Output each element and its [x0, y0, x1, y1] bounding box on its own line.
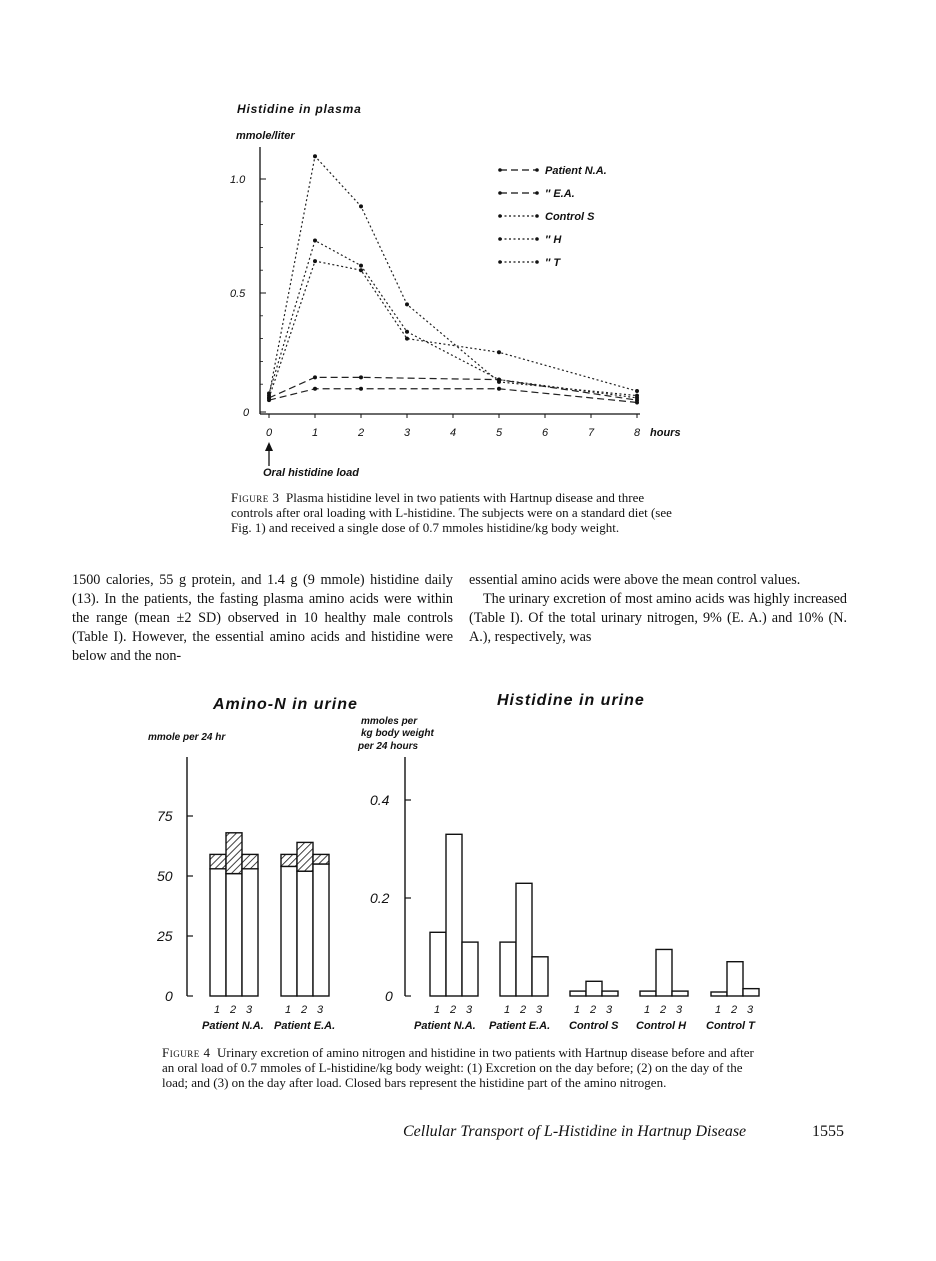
x-tick-label: 0 [266, 427, 273, 439]
x-tick-label: 3 [404, 427, 411, 439]
x-tick-label: 6 [542, 427, 549, 439]
figure4-chart [0, 680, 936, 1040]
figure4-caption-label: Figure 4 [162, 1045, 211, 1060]
legend-marker [535, 260, 539, 264]
histidine-bar [656, 949, 672, 996]
bar-number-label: 3 [536, 1004, 543, 1016]
bar-number-label: 1 [285, 1004, 292, 1016]
page-number: 1555 [812, 1123, 844, 1140]
amino-n-bar [313, 864, 329, 996]
figure3-ylabel: mmole/liter [236, 130, 295, 142]
series-point-3 [405, 302, 409, 306]
histidine-group-label: Control S [569, 1020, 619, 1032]
amino-n-bar [210, 869, 226, 996]
load-annotation: Oral histidine load [263, 467, 359, 479]
histidine-part-bar [281, 854, 297, 866]
bar-number-label: 1 [715, 1004, 722, 1016]
series-point-1 [359, 375, 363, 379]
histidine-bar [516, 883, 532, 996]
series-point-4 [497, 378, 501, 382]
bar-number-label: 2 [520, 1004, 527, 1016]
figure4-caption-text: Urinary excretion of amino nitrogen and histidine in two patients with Hartnup disease before and after an oral load of 0.7 mmoles of L-histidine/kg body weight: (1) Excretion on the day before; (2) on the day of the load; and (3) on the day after load. Closed bars represent the histidine part of the amino nitrogen. [162, 1045, 754, 1090]
y-tick-label: 0 [243, 407, 250, 419]
histidine-bar [672, 991, 688, 996]
amino-n-bar [297, 871, 313, 996]
svg-text:mmoles per: mmoles per [361, 716, 418, 727]
body-right-column [469, 571, 847, 647]
histidine-group-label: Patient N.A. [414, 1020, 476, 1032]
amino-n-group-label: Patient N.A. [202, 1020, 264, 1032]
series-point-1 [313, 375, 317, 379]
histidine-bar [602, 991, 618, 996]
legend-label: Patient N.A. [545, 165, 607, 177]
bar-number-label: 2 [731, 1004, 738, 1016]
legend-marker [498, 237, 502, 241]
amino-n-group-label: Patient E.A. [274, 1020, 336, 1032]
series-point-5 [497, 350, 501, 354]
histidine-bar [570, 991, 586, 996]
series-point-4 [635, 396, 639, 400]
body-right-paragraph-1: essential amino acids were above the mean control values. [469, 572, 801, 588]
series-point-4 [313, 239, 317, 243]
figure3-caption-text: Plasma histidine level in two patients with Hartnup disease and three controls after oral loading with L-histidine. The subjects were on a standard diet (see Fig. 1) and received a single dose of 0.7 mmoles histidine/kg body weight. [231, 490, 672, 535]
histidine-group-label: Control H [636, 1020, 687, 1032]
series-point-3 [359, 204, 363, 208]
x-tick-label: 5 [496, 427, 503, 439]
series-point-2 [635, 400, 639, 404]
series-line-4 [269, 241, 637, 398]
bar-number-label: 1 [504, 1004, 511, 1016]
histidine-part-bar [313, 854, 329, 864]
amino-n-title: Amino-N in urine [213, 696, 358, 713]
histidine-bar [727, 962, 743, 996]
x-tick-label: 2 [358, 427, 365, 439]
bar-number-label: 3 [606, 1004, 613, 1016]
histidine-group-label: Patient E.A. [489, 1020, 551, 1032]
histidine-part-bar [242, 854, 258, 868]
x-tick-label: 4 [450, 427, 457, 439]
svg-text:per 24 hours: per 24 hours [358, 741, 419, 752]
figure3-chart [0, 0, 936, 490]
legend-marker [535, 191, 539, 195]
x-tick-label: 8 [634, 427, 641, 439]
amino-n-y-tick-label: 0 [165, 988, 173, 1004]
x-tick-label: 7 [588, 427, 595, 439]
figure3-caption-label: Figure 3 [231, 490, 280, 505]
bar-number-label: 1 [214, 1004, 221, 1016]
histidine-y-tick-label: 0.2 [370, 890, 390, 906]
series-point-4 [359, 264, 363, 268]
series-point-5 [405, 337, 409, 341]
histidine-bar [586, 981, 602, 996]
series-point-2 [497, 387, 501, 391]
histidine-y-tick-label: 0 [385, 988, 393, 1004]
legend-marker [498, 214, 502, 218]
bar-number-label: 1 [644, 1004, 651, 1016]
bar-number-label: 2 [450, 1004, 457, 1016]
histidine-bar [446, 834, 462, 996]
series-point-4 [405, 330, 409, 334]
histidine-bar [640, 991, 656, 996]
amino-n-y-tick-label: 50 [157, 868, 173, 884]
amino-n-ylabel: mmole per 24 hr [148, 732, 226, 743]
bar-number-label: 3 [317, 1004, 324, 1016]
bar-number-label: 1 [434, 1004, 441, 1016]
series-point-5 [359, 268, 363, 272]
histidine-bar [532, 957, 548, 996]
amino-n-y-tick-label: 75 [157, 808, 173, 824]
histidine-part-bar [226, 833, 242, 874]
legend-marker [498, 260, 502, 264]
series-point-2 [359, 387, 363, 391]
histidine-urine-title: Histidine in urine [497, 692, 645, 709]
series-point-5 [313, 259, 317, 263]
histidine-bar [430, 932, 446, 996]
legend-marker [535, 214, 539, 218]
series-line-2 [269, 389, 637, 403]
amino-n-bar [281, 866, 297, 996]
legend-label: ″ H [545, 234, 562, 246]
series-point-2 [313, 387, 317, 391]
figure3-caption [231, 490, 689, 535]
body-left-paragraph: 1500 calories, 55 g protein, and 1.4 g (9 mmole) histidine daily (13). In the patients, the fasting plasma amino acids were within the range (mean ±2 SD) observed in 10 healthy male controls (Table I). However, the essential amino acids and histidine were below and the non- [72, 572, 453, 664]
bar-number-label: 2 [301, 1004, 308, 1016]
bar-number-label: 1 [574, 1004, 581, 1016]
bar-number-label: 3 [246, 1004, 253, 1016]
svg-text:kg body weight: kg body weight [361, 728, 434, 739]
bar-number-label: 2 [660, 1004, 667, 1016]
histidine-urine-ylabel [357, 716, 434, 752]
bar-number-label: 3 [466, 1004, 473, 1016]
y-tick-label: 1.0 [230, 174, 246, 186]
legend-label: Control S [545, 211, 595, 223]
histidine-bar [500, 942, 516, 996]
histidine-group-label: Control T [706, 1020, 755, 1032]
histidine-bar [462, 942, 478, 996]
histidine-bar [743, 989, 759, 996]
figure4-caption [162, 1045, 759, 1090]
bar-number-label: 2 [230, 1004, 237, 1016]
bar-number-label: 3 [747, 1004, 754, 1016]
amino-n-y-tick-label: 25 [157, 928, 173, 944]
bar-number-label: 3 [676, 1004, 683, 1016]
legend-label: ″ E.A. [545, 188, 575, 200]
legend-marker [498, 191, 502, 195]
body-right-paragraph-2: The urinary excretion of most amino acids was highly increased (Table I). Of the total urinary nitrogen, 9% (E. A.) and 10% (N. A.), respectively, was [469, 591, 847, 645]
figure3-title: Histidine in plasma [237, 102, 362, 116]
legend-marker [535, 168, 539, 172]
legend-marker [498, 168, 502, 172]
histidine-part-bar [210, 854, 226, 868]
amino-n-bar [226, 874, 242, 996]
figure3-xlabel: hours [650, 427, 681, 439]
legend-label: ″ T [545, 257, 561, 269]
amino-n-bar [242, 869, 258, 996]
series-point-5 [267, 396, 271, 400]
series-point-5 [635, 389, 639, 393]
running-footer-title: Cellular Transport of L-Histidine in Hartnup Disease [403, 1123, 747, 1140]
legend-marker [535, 237, 539, 241]
histidine-part-bar [297, 842, 313, 871]
y-tick-label: 0.5 [230, 288, 246, 300]
histidine-y-tick-label: 0.4 [370, 792, 390, 808]
series-point-3 [313, 154, 317, 158]
x-tick-label: 1 [312, 427, 319, 439]
series-line-3 [269, 156, 637, 395]
histidine-bar [711, 992, 727, 996]
load-arrowhead [265, 442, 273, 451]
bar-number-label: 2 [590, 1004, 597, 1016]
body-left-column [72, 571, 453, 666]
